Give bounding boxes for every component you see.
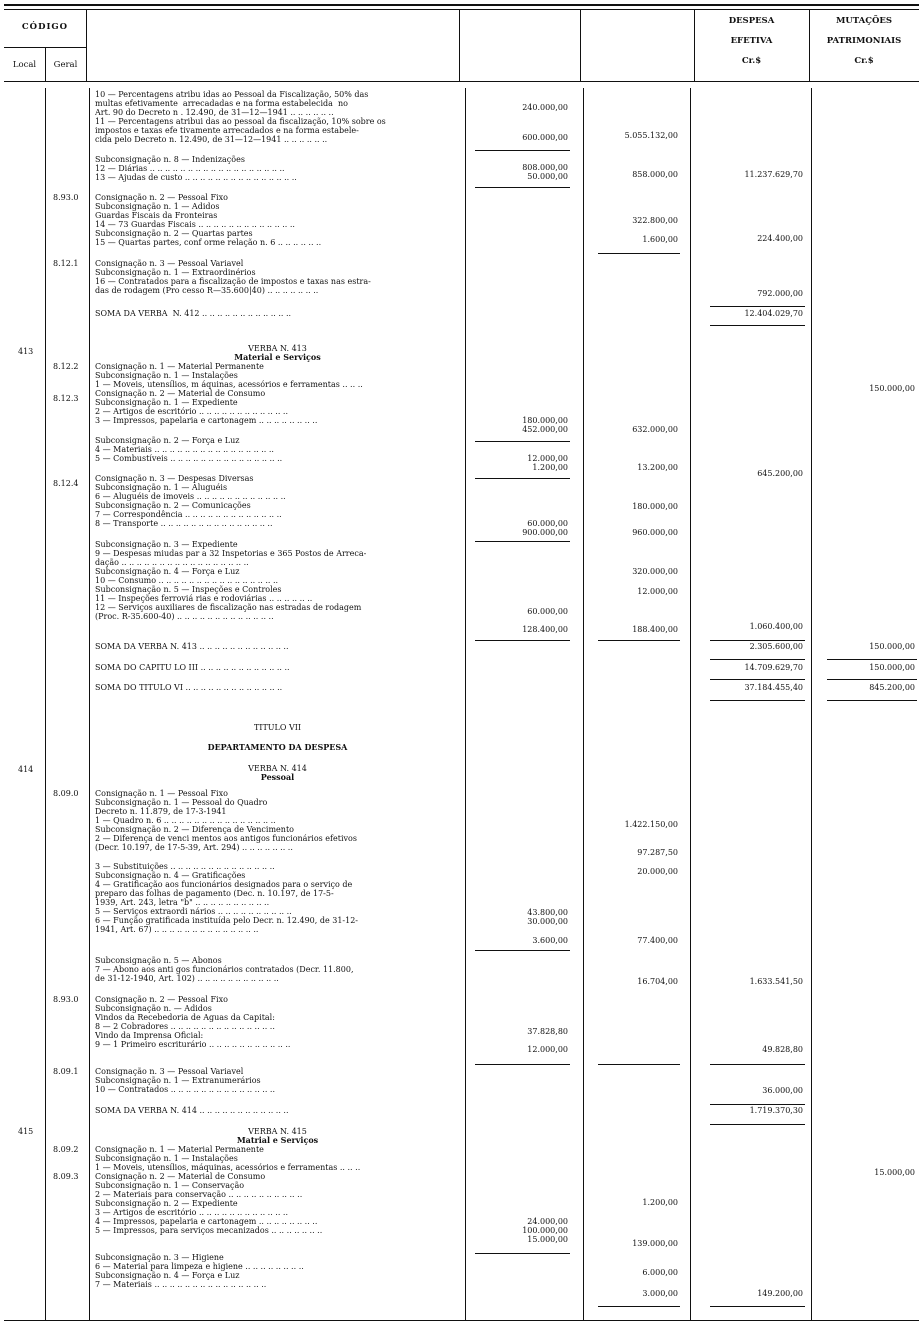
line-item-text: Subconsignação n. 3 — Expediente (95, 540, 238, 549)
line-item-text: 1 — Quadro n. 6 .. .. .. .. .. .. .. .. .. .. .. .. .. .. .. (95, 816, 276, 825)
section-heading: DEPARTAMENTO DA DESPESA (207, 742, 348, 752)
line-item-text: Subconsignação n. 1 — Adidos (95, 202, 220, 211)
line-item-text: 3 — Artigos de escritório .. .. .. .. .. .. .. .. .. .. .. .. (95, 1208, 289, 1217)
amount-value: 60.000,00 (527, 607, 568, 616)
sum-rule (475, 187, 570, 188)
line-item-text: Guardas Fiscais da Fronteiras (95, 211, 218, 220)
amount-value: 1.633.541,50 (749, 977, 803, 986)
amount-value: 37.184.455,40 (744, 683, 803, 692)
line-item-text: SOMA DO TITULO VI .. .. .. .. .. .. .. .. .. .. .. .. .. (95, 683, 283, 692)
top-border (4, 4, 919, 6)
section-heading: Material e Serviços (234, 352, 321, 362)
sum-rule (710, 325, 805, 326)
col-divider (580, 10, 581, 81)
line-item-text: Consignação n. 2 — Material de Consumo (95, 389, 266, 398)
amount-value: 224.400,00 (757, 234, 803, 243)
line-item-text: das de rodagem (Pro cesso R—35.600|40) .. .. .. .. .. .. .. (95, 286, 319, 295)
amount-value: 845.200,00 (869, 683, 915, 692)
sum-rule (710, 659, 805, 660)
sum-rule (827, 659, 917, 660)
line-item-text: Subconsignação n. 1 — Instalações (95, 1154, 238, 1163)
line-item-text: 3 — Substituições .. .. .. .. .. .. .. .. .. .. .. .. .. .. (95, 862, 275, 871)
line-item-text: 2 — Diferença de venci mentos aos antigos funcionários efetivos (95, 834, 357, 843)
col-divider (86, 10, 87, 81)
section-heading: TITULO VII (253, 723, 302, 732)
header-codigo: CÓDIGO (21, 22, 69, 32)
line-item-text: 15 — Quartas partes, conf orme relação n. 6 .. .. .. .. .. .. (95, 238, 322, 247)
amount-value: 1.200,00 (642, 1198, 678, 1207)
section-heading: VERBA N. 414 (248, 764, 307, 773)
line-item-text: SOMA DA VERBA N. 412 .. .. .. .. .. .. .. .. .. .. .. .. (95, 309, 292, 318)
line-item-text: Consignação n. 3 — Despesas Diversas (95, 474, 254, 483)
amount-value: 14.709.629,70 (744, 663, 803, 672)
header-despesa-1: DESPESA (728, 16, 775, 26)
amount-value: 808.000,00 (522, 163, 568, 172)
body-col-divider (811, 88, 812, 1320)
line-item-text: Subconsignação n. 4 — Gratificações (95, 871, 246, 880)
line-item-text: 1 — Moveis, utensílios, máquinas, acessórios e ferramentas .. .. .. (95, 1163, 361, 1172)
line-item-text: Consignação n. 2 — Material de Consumo (95, 1172, 266, 1181)
line-item-text: 5 — Impressos, para serviços mecanizados .. .. .. .. .. .. .. (95, 1226, 323, 1235)
geral-code: 8.12.4 (53, 479, 79, 488)
amount-value: 150.000,00 (869, 642, 915, 651)
line-item-text: 14 — 73 Guardas Fiscais .. .. .. .. .. .. .. .. .. .. .. .. .. (95, 220, 295, 229)
sum-rule (598, 640, 680, 641)
line-item-text: Subconsignação n. 1 — Aluguéis (95, 483, 228, 492)
line-item-text: 4 — Gratificação aos funcionários designados para o serviço de (95, 880, 353, 889)
local-code: 413 (18, 347, 34, 356)
line-item-text: Consignação n. 3 — Pessoal Variavel (95, 1067, 244, 1076)
line-item-text: 3 — Impressos, papelaria e cartonagem .. .. .. .. .. .. .. .. (95, 416, 318, 425)
amount-value: 12.000,00 (637, 587, 678, 596)
local-code: 415 (18, 1127, 34, 1136)
amount-value: 16.704,00 (637, 977, 678, 986)
amount-value: 452.000,00 (522, 425, 568, 434)
line-item-text: impostos e taxas efe tivamente arrecadados e na forma estabele- (95, 126, 359, 135)
body-col-divider (89, 88, 90, 1320)
line-item-text: Consignação n. 1 — Material Permanente (95, 362, 264, 371)
amount-value: 1.600,00 (642, 235, 678, 244)
line-item-text: 8 — Transporte .. .. .. .. .. .. .. .. .. .. .. .. .. .. .. (95, 519, 273, 528)
amount-value: 20.000,00 (637, 867, 678, 876)
line-item-text: Art. 90 do Decreto n . 12.490, de 31—12—1941 .. .. .. .. .. .. (95, 108, 334, 117)
line-item-text: Subconsignação n. — Adidos (95, 1004, 212, 1013)
line-item-text: Decreto n. 11.879, de 17-3-1941 (95, 807, 227, 816)
amount-value: 13.200,00 (637, 463, 678, 472)
body-col-divider (45, 88, 46, 1320)
amount-value: 30.000,00 (527, 917, 568, 926)
amount-value: 3.000,00 (642, 1289, 678, 1298)
amount-value: 24.000,00 (527, 1217, 568, 1226)
line-item-text: Subconsignação n. 5 — Inspeções e Controles (95, 585, 282, 594)
line-item-text: 12 — Serviços auxiliares de fiscalização nas estradas de rodagem (95, 603, 362, 612)
amount-value: 50.000,00 (527, 172, 568, 181)
sum-rule (475, 478, 570, 479)
sum-rule (475, 441, 570, 442)
line-item-text: 1941, Art. 67) .. .. .. .. .. .. .. .. .. .. .. .. .. .. (95, 925, 259, 934)
line-item-text: 10 — Percentagens atribu idas ao Pessoal da Fiscalização, 50% das (95, 90, 369, 99)
line-item-text: Consignação n. 1 — Pessoal Fixo (95, 789, 228, 798)
amount-value: 15.000,00 (874, 1168, 915, 1177)
line-item-text: 6 — Função gratificada instituída pelo Decr. n. 12.490, de 31-12- (95, 916, 359, 925)
header-despesa-3: Cr.$ (741, 56, 762, 66)
line-item-text: preparo das folhas de pagamento (Dec. n. 10.197, de 17-5- (95, 889, 334, 898)
body-col-divider (583, 88, 584, 1320)
amount-value: 6.000,00 (642, 1268, 678, 1277)
line-item-text: Subconsignação n. 2 — Força e Luz (95, 436, 240, 445)
line-item-text: (Decr. 10.197, de 17-5-39, Art. 294) .. .. .. .. .. .. .. (95, 843, 293, 852)
amount-value: 100.000,00 (522, 1226, 568, 1235)
line-item-text: SOMA DA VERBA N. 413 .. .. .. .. .. .. .. .. .. .. .. .. (95, 642, 289, 651)
line-item-text: Subconsignação n. 2 — Diferença de Vencimento (95, 825, 294, 834)
sum-rule (598, 1306, 680, 1307)
amount-value: 36.000,00 (762, 1086, 803, 1095)
sum-rule (827, 700, 917, 701)
amount-value: 1.719.370,30 (749, 1106, 803, 1115)
line-item-text: 1939, Art. 243, letra "b" .. .. .. .. .. .. .. .. .. .. (95, 898, 270, 907)
body-col-divider (690, 88, 691, 1320)
line-item-text: Subconsignação n. 2 — Expediente (95, 1199, 238, 1208)
sum-rule (598, 253, 680, 254)
sum-rule (710, 306, 805, 307)
line-item-text: 5 — Serviços extraordi nários .. .. .. .. .. .. .. .. .. .. (95, 907, 292, 916)
amount-value: 960.000,00 (632, 528, 678, 537)
line-item-text: Subconsignação n. 8 — Indenizações (95, 155, 245, 164)
geral-code: 8.09.3 (53, 1172, 79, 1181)
body-col-divider (465, 88, 466, 1320)
sum-rule (710, 640, 805, 641)
line-item-text: Subconsignação n. 4 — Força e Luz (95, 567, 240, 576)
amount-value: 15.000,00 (527, 1235, 568, 1244)
line-item-text: Consignação n. 1 — Material Permanente (95, 1145, 264, 1154)
amount-value: 128.400,00 (522, 625, 568, 634)
geral-code: 8.12.1 (53, 259, 79, 268)
header-bottom-border (4, 81, 919, 82)
amount-value: 900.000,00 (522, 528, 568, 537)
amount-value: 180.000,00 (522, 416, 568, 425)
line-item-text: 5 — Combustíveis .. .. .. .. .. .. .. .. .. .. .. .. .. .. .. (95, 454, 283, 463)
header-mutacoes-1: MUTAÇÕES (835, 16, 893, 26)
line-item-text: 4 — Materiais .. .. .. .. .. .. .. .. .. .. .. .. .. .. .. .. (95, 445, 274, 454)
amount-value: 60.000,00 (527, 519, 568, 528)
line-item-text: cida pelo Decreto n. 12.490, de 31—12—1941 .. .. .. .. .. .. (95, 135, 328, 144)
line-item-text: 2 — Materiais para conservação .. .. .. .. .. .. .. .. .. .. (95, 1190, 303, 1199)
amount-value: 12.404.029,70 (744, 309, 803, 318)
line-item-text: 9 — Despesas miudas par a 32 Inspetorias e 365 Postos de Arreca- (95, 549, 367, 558)
amount-value: 1.422.150,00 (624, 820, 678, 829)
geral-code: 8.12.3 (53, 394, 79, 403)
line-item-text: 6 — Material para limpeza e higiene .. .. .. .. .. .. .. .. (95, 1262, 304, 1271)
line-item-text: Consignação n. 2 — Pessoal Fixo (95, 193, 228, 202)
amount-value: 1.060.400,00 (749, 622, 803, 631)
line-item-text: dação .. .. .. .. .. .. .. .. .. .. .. .. .. .. .. .. .. (95, 558, 249, 567)
amount-value: 11.237.629,70 (744, 170, 803, 179)
amount-value: 139.000,00 (632, 1239, 678, 1248)
line-item-text: 8 — 2 Cobradores .. .. .. .. .. .. .. .. .. .. .. .. .. .. (95, 1022, 275, 1031)
geral-code: 8.09.1 (53, 1067, 79, 1076)
header-mutacoes-3: Cr.$ (854, 56, 874, 66)
section-heading: VERBA N. 413 (248, 344, 307, 353)
geral-code: 8.12.2 (53, 362, 79, 371)
line-item-text: de 31-12-1940, Art. 102) .. .. .. .. .. .. .. .. .. .. .. (95, 974, 279, 983)
sum-rule (598, 1064, 680, 1065)
line-item-text: 1 — Moveis, utensílios, m áquinas, acessórios e ferramentas .. .. .. (95, 380, 363, 389)
amount-value: 37.828,80 (527, 1027, 568, 1036)
line-item-text: Subconsignação n. 1 — Instalações (95, 371, 238, 380)
line-item-text: 11 — Inspeções ferroviá rias e rodoviárias .. .. .. .. .. .. (95, 594, 313, 603)
sum-rule (475, 950, 570, 951)
amount-value: 3.600,00 (532, 936, 568, 945)
line-item-text: Subconsignação n. 2 — Comunicações (95, 501, 251, 510)
amount-value: 2.305.600,00 (749, 642, 803, 651)
line-item-text: 10 — Consumo .. .. .. .. .. .. .. .. .. .. .. .. .. .. .. .. (95, 576, 279, 585)
line-item-text: Vindos da Recebedoria de Aguas da Capital: (95, 1013, 275, 1022)
sum-rule (475, 150, 570, 151)
sum-rule (710, 1124, 805, 1125)
sum-rule (710, 1104, 805, 1105)
amount-value: 43.800,00 (527, 908, 568, 917)
header-geral: Geral (53, 60, 78, 70)
amount-value: 1.200,00 (532, 463, 568, 472)
amount-value: 645.200,00 (757, 469, 803, 478)
amount-value: 150.000,00 (869, 663, 915, 672)
line-item-text: 16 — Contratados para a fiscalização de impostos e taxas nas estra- (95, 277, 371, 286)
line-item-text: 7 — Materiais .. .. .. .. .. .. .. .. .. .. .. .. .. .. .. (95, 1280, 267, 1289)
line-item-text: SOMA DO CAPITU LO III .. .. .. .. .. .. .. .. .. .. .. .. (95, 663, 290, 672)
local-code: 414 (18, 765, 34, 774)
amount-value: 150.000,00 (869, 384, 915, 393)
sum-rule (710, 679, 805, 680)
top-border-inner (4, 9, 919, 10)
line-item-text: 7 — Abono aos anti gos funcionários contratados (Decr. 11.800, (95, 965, 354, 974)
amount-value: 77.400,00 (637, 936, 678, 945)
line-item-text: (Proc. R-35.600-40) .. .. .. .. .. .. .. .. .. .. .. .. .. (95, 612, 274, 621)
sum-rule (710, 700, 805, 701)
geral-code: 8.09.0 (53, 789, 79, 798)
sum-rule (710, 1306, 805, 1307)
line-item-text: Subconsignação n. 4 — Força e Luz (95, 1271, 240, 1280)
line-item-text: 2 — Artigos de escritório .. .. .. .. .. .. .. .. .. .. .. .. (95, 407, 289, 416)
header-despesa-2: EFETIVA (730, 36, 773, 46)
amount-value: 149.200,00 (757, 1289, 803, 1298)
line-item-text: Subconsignação n. 1 — Expediente (95, 398, 238, 407)
line-item-text: 4 — Impressos, papelaria e cartonagem .. .. .. .. .. .. .. .. (95, 1217, 318, 1226)
line-item-text: Subconsignação n. 2 — Quartas partes (95, 229, 253, 238)
line-item-text: Subconsignação n. 3 — Higiene (95, 1253, 224, 1262)
line-item-text: 6 — Aluguéis de imoveis .. .. .. .. .. .. .. .. .. .. .. .. (95, 492, 286, 501)
line-item-text: Subconsignação n. 5 — Abonos (95, 956, 222, 965)
amount-value: 792.000,00 (757, 289, 803, 298)
amount-value: 188.400,00 (632, 625, 678, 634)
amount-value: 12.000,00 (527, 454, 568, 463)
amount-value: 320.000,00 (632, 567, 678, 576)
line-item-text: Subconsignação n. 1 — Extraordinérios (95, 268, 256, 277)
amount-value: 49.828,80 (762, 1045, 803, 1054)
line-item-text: 11 — Percentagens atribui das ao pessoal da fiscalização, 10% sobre os (95, 117, 386, 126)
amount-value: 97.287,50 (637, 848, 678, 857)
amount-value: 858.000,00 (632, 170, 678, 179)
sum-rule (475, 541, 570, 542)
header-local: Local (12, 60, 37, 70)
geral-code: 8.93.0 (53, 193, 79, 202)
line-item-text: Subconsignação n. 1 — Pessoal do Quadro (95, 798, 268, 807)
section-heading: Pessoal (260, 772, 295, 782)
sum-rule (475, 1253, 570, 1254)
geral-code: 8.93.0 (53, 995, 79, 1004)
sum-rule (710, 1064, 805, 1065)
amount-value: 12.000,00 (527, 1045, 568, 1054)
section-heading: VERBA N. 415 (248, 1127, 307, 1136)
line-item-text: Subconsignação n. 1 — Conservação (95, 1181, 245, 1190)
amount-value: 180.000,00 (632, 502, 678, 511)
line-item-text: multas efetivamente arrecadadas e na forma estabelecida no (95, 99, 348, 108)
bottom-border (4, 1320, 919, 1321)
sum-rule (827, 679, 917, 680)
geral-code: 8.09.2 (53, 1145, 79, 1154)
line-item-text: Consignação n. 3 — Pessoal Variavel (95, 259, 244, 268)
line-item-text: 12 — Diárias .. .. .. .. .. .. .. .. .. .. .. .. .. .. .. .. .. .. (95, 164, 285, 173)
line-item-text: SOMA DA VERBA N. 414 .. .. .. .. .. .. .. .. .. .. .. .. (95, 1106, 289, 1115)
amount-value: 5.055.132,00 (624, 131, 678, 140)
sum-rule (475, 1064, 570, 1065)
amount-value: 600.000,00 (522, 133, 568, 142)
sum-rule (475, 640, 570, 641)
line-item-text: Consignação n. 2 — Pessoal Fixo (95, 995, 228, 1004)
line-item-text: 13 — Ajudas de custo .. .. .. .. .. .. .. .. .. .. .. .. .. .. .. (95, 173, 297, 182)
line-item-text: 9 — 1 Primeiro escriturário .. .. .. .. .. .. .. .. .. .. .. (95, 1040, 291, 1049)
line-item-text: Vindo da Imprensa Oficial: (95, 1031, 204, 1040)
line-item-text: 10 — Contratados .. .. .. .. .. .. .. .. .. .. .. .. .. .. (95, 1085, 275, 1094)
codigo-divider (4, 47, 86, 48)
line-item-text: Subconsignação n. 1 — Extranumerários (95, 1076, 261, 1085)
section-heading: Matrial e Serviços (236, 1135, 319, 1145)
amount-value: 632.000,00 (632, 425, 678, 434)
amount-value: 240.000,00 (522, 103, 568, 112)
header-mutacoes-2: PATRIMONIAIS (826, 36, 902, 46)
line-item-text: 7 — Correspondência .. .. .. .. .. .. .. .. .. .. .. .. .. (95, 510, 282, 519)
col-divider (459, 10, 460, 81)
amount-value: 322.800,00 (632, 216, 678, 225)
